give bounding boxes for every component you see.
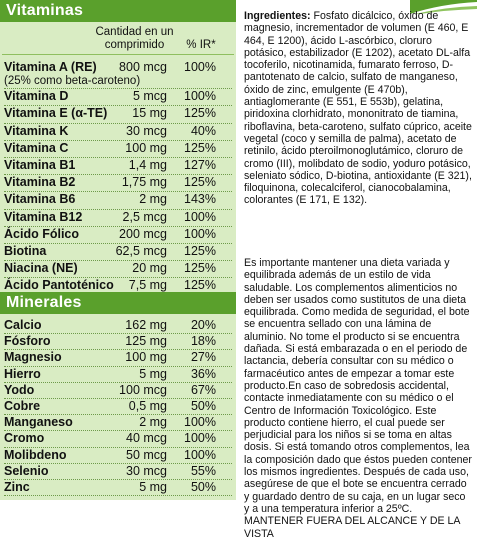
vitamin-amount: 1,4 mg bbox=[128, 158, 167, 172]
mineral-row bbox=[0, 480, 236, 495]
vitamin-amount: 15 mg bbox=[132, 106, 167, 121]
nutrition-panel bbox=[0, 0, 236, 500]
mineral-percent: 55% bbox=[190, 463, 216, 478]
mineral-row bbox=[0, 350, 236, 365]
vitamin-row bbox=[0, 158, 236, 173]
vitamin-row bbox=[0, 244, 236, 259]
mineral-name: Calcio bbox=[4, 318, 42, 332]
vitamin-name: Niacina (NE) bbox=[4, 261, 78, 276]
vitamin-percent: 100% bbox=[184, 226, 216, 241]
header-separator bbox=[2, 54, 234, 55]
vitamin-name: Ácido Fólico bbox=[4, 226, 79, 241]
mineral-amount: 0,5 mg bbox=[128, 399, 167, 413]
vitamin-amount: 20 mg bbox=[132, 261, 167, 276]
vitamin-percent: 100% bbox=[184, 89, 216, 104]
mineral-row bbox=[0, 431, 236, 446]
mineral-amount: 162 mg bbox=[125, 318, 167, 332]
vitamin-name: Vitamina D bbox=[4, 89, 69, 104]
vitamin-amount: 2,5 mcg bbox=[122, 209, 167, 224]
vitamin-name: Vitamina B12 bbox=[4, 209, 83, 224]
mineral-name: Cobre bbox=[4, 399, 41, 413]
vitamin-amount: 62,5 mcg bbox=[115, 244, 167, 258]
vitamin-percent: 100% bbox=[184, 60, 216, 74]
mineral-row bbox=[0, 448, 236, 463]
vitamin-row bbox=[0, 192, 236, 207]
mineral-name: Selenio bbox=[4, 463, 49, 478]
keep-away-warning: MANTENER FUERA DEL ALCANCE Y DE LA VISTA bbox=[244, 515, 460, 540]
vitamin-percent: 100% bbox=[184, 209, 216, 224]
vitamin-percent: 127% bbox=[184, 158, 216, 172]
mineral-name: Cromo bbox=[4, 431, 45, 446]
vitamin-amount: 800 mcg bbox=[119, 60, 167, 74]
mineral-divider bbox=[4, 495, 232, 496]
vitamin-percent: 125% bbox=[184, 175, 216, 190]
vitamin-amount: 100 mg bbox=[125, 140, 167, 155]
vitamin-row bbox=[0, 124, 236, 139]
vitamin-name: Biotina bbox=[4, 244, 47, 258]
vitamin-name: Ácido Pantoténico bbox=[4, 278, 114, 293]
vitamin-name: Vitamina A (RE) bbox=[4, 60, 97, 74]
ingredients-label: Ingredientes: bbox=[244, 10, 311, 22]
vitamin-percent: 125% bbox=[184, 244, 216, 258]
vitamin-name: Vitamina C bbox=[4, 140, 69, 155]
mineral-amount: 40 mcg bbox=[126, 431, 167, 446]
mineral-name: Molibdeno bbox=[4, 447, 67, 462]
mineral-row bbox=[0, 318, 236, 333]
vitamin-name: Vitamina B2 bbox=[4, 175, 76, 190]
mineral-name: Manganeso bbox=[4, 415, 73, 430]
vitamin-name: Vitamina K bbox=[4, 123, 69, 138]
ingredients-list: Fosfato dicálcico, óxido de magnesio, incrementador de volumen (E 460, E 464, E 1200), ácido L-ascórbico, cloruro potásico, estabilizador (E 1202), acetato DL-alfa tocoferilo, nicotinamida, fumarato ferroso, D-pantotenato de calcio, sulfato de manganeso, óxido de zinc, emulgente (E 470b), antiaglomerante (E 551, E 553b), gelatina, piridoxina clorhidrato, mononitrato de tiamina, riboflavina, beta-caroteno, sulfato cúprico, aceite vegetal (coco y semilla de palma), acetato de retinilo, ácido pteroilmonoglutámico, cloruro de cromo (III), molibdato de sodio, yoduro potásico, seleniato sódico, D-biotina, antioxidante (E 321), filoquinona, colecalciferol, cianocobalamina, colorantes (E 171, E 132). bbox=[244, 10, 472, 207]
mineral-amount: 100 mcg bbox=[119, 382, 167, 397]
mineral-percent: 27% bbox=[190, 350, 216, 365]
mineral-percent: 36% bbox=[190, 366, 216, 381]
vitamin-amount: 200 mcg bbox=[119, 226, 167, 241]
vitamin-percent: 125% bbox=[184, 106, 216, 121]
mineral-percent: 50% bbox=[190, 480, 216, 494]
vitamin-name: Vitamina B6 bbox=[4, 192, 76, 207]
mineral-row bbox=[0, 367, 236, 382]
vitamin-percent: 143% bbox=[184, 192, 216, 207]
mineral-amount: 125 mg bbox=[125, 334, 167, 349]
pct-column-header: % IR* bbox=[186, 39, 216, 51]
vitamin-name: Vitamina B1 bbox=[4, 158, 76, 172]
vitamin-row bbox=[0, 227, 236, 242]
vitamin-row bbox=[0, 89, 236, 104]
vitamin-row bbox=[0, 210, 236, 225]
vitamin-row bbox=[0, 261, 236, 276]
advice-paragraph-2: En caso de sobredosis accidental, contacte inmediatamente con su médico o el Centro de Información Toxicológico. Este producto contiene hierro, el cual puede ser perjudicial para los niños si se toma en altas dosis. Si está tomando otros complementos, lea la composición dado que éstos pueden contener los mismos ingredientes. Después de cada uso, asegúrese de que el bote se encuentra cerrado y guardado dentro de su caja, en un lugar seco y a una temperatura inferior a 25ºC. bbox=[244, 379, 472, 515]
mineral-amount: 2 mg bbox=[139, 415, 167, 430]
vitamin-amount: 30 mcg bbox=[126, 123, 167, 138]
advice-text bbox=[244, 257, 472, 540]
mineral-row bbox=[0, 415, 236, 430]
mineral-row bbox=[0, 399, 236, 414]
vitamins-header: Vitaminas bbox=[0, 0, 236, 22]
mineral-name: Zinc bbox=[4, 480, 30, 494]
vitamin-amount: 1,75 mg bbox=[121, 175, 167, 190]
mineral-name: Hierro bbox=[4, 366, 41, 381]
vitamin-name: Vitamina E (α-TE) bbox=[4, 106, 108, 121]
mineral-amount: 30 mcg bbox=[126, 463, 167, 478]
mineral-percent: 20% bbox=[190, 318, 216, 332]
advice-paragraph-1: Es importante mantener una dieta variada y equilibrada además de un estilo de vida saludable. Los complementos alimenticios no deben ser usados como sustitutos de una dieta equilibrada. Como medida de seguridad, el bote se encuentra sellado con una lámina de aluminio. No tome el producto si se encuentra dañada. Si está embarazada o en el periodo de lactancia, debería consultar con su médico o farmacéutico antes de empezar a tomar este producto. bbox=[244, 257, 470, 392]
mineral-row bbox=[0, 383, 236, 398]
mineral-row bbox=[0, 464, 236, 479]
mineral-percent: 50% bbox=[190, 399, 216, 413]
mineral-name: Fósforo bbox=[4, 334, 51, 349]
vitamin-row bbox=[0, 141, 236, 156]
mineral-percent: 18% bbox=[190, 334, 216, 349]
mineral-percent: 100% bbox=[184, 447, 216, 462]
mineral-amount: 50 mcg bbox=[126, 447, 167, 462]
vitamin-row bbox=[0, 175, 236, 190]
mineral-amount: 5 mg bbox=[139, 480, 167, 494]
mineral-amount: 100 mg bbox=[125, 350, 167, 365]
vitamin-row bbox=[0, 60, 236, 75]
minerals-header: Minerales bbox=[0, 292, 236, 314]
mineral-name: Yodo bbox=[4, 382, 35, 397]
vitamin-percent: 125% bbox=[184, 261, 216, 276]
mineral-amount: 5 mg bbox=[139, 366, 167, 381]
mineral-percent: 100% bbox=[184, 431, 216, 446]
vitamin-percent: 40% bbox=[190, 123, 216, 138]
vitamin-row bbox=[0, 106, 236, 121]
vitamin-amount: 2 mg bbox=[139, 192, 167, 207]
mineral-name: Magnesio bbox=[4, 350, 62, 365]
ingredients-text bbox=[244, 10, 472, 207]
vitamin-percent: 125% bbox=[184, 278, 216, 293]
vitamin-a-note: (25% como beta-caroteno) bbox=[4, 75, 141, 88]
vitamin-percent: 125% bbox=[184, 140, 216, 155]
vitamin-amount: 5 mcg bbox=[132, 89, 167, 104]
mineral-percent: 67% bbox=[190, 382, 216, 397]
vitamin-amount: 7,5 mg bbox=[128, 278, 167, 293]
mineral-row bbox=[0, 334, 236, 349]
amount-column-header: Cantidad en un comprimido bbox=[95, 26, 174, 51]
mineral-percent: 100% bbox=[184, 415, 216, 430]
